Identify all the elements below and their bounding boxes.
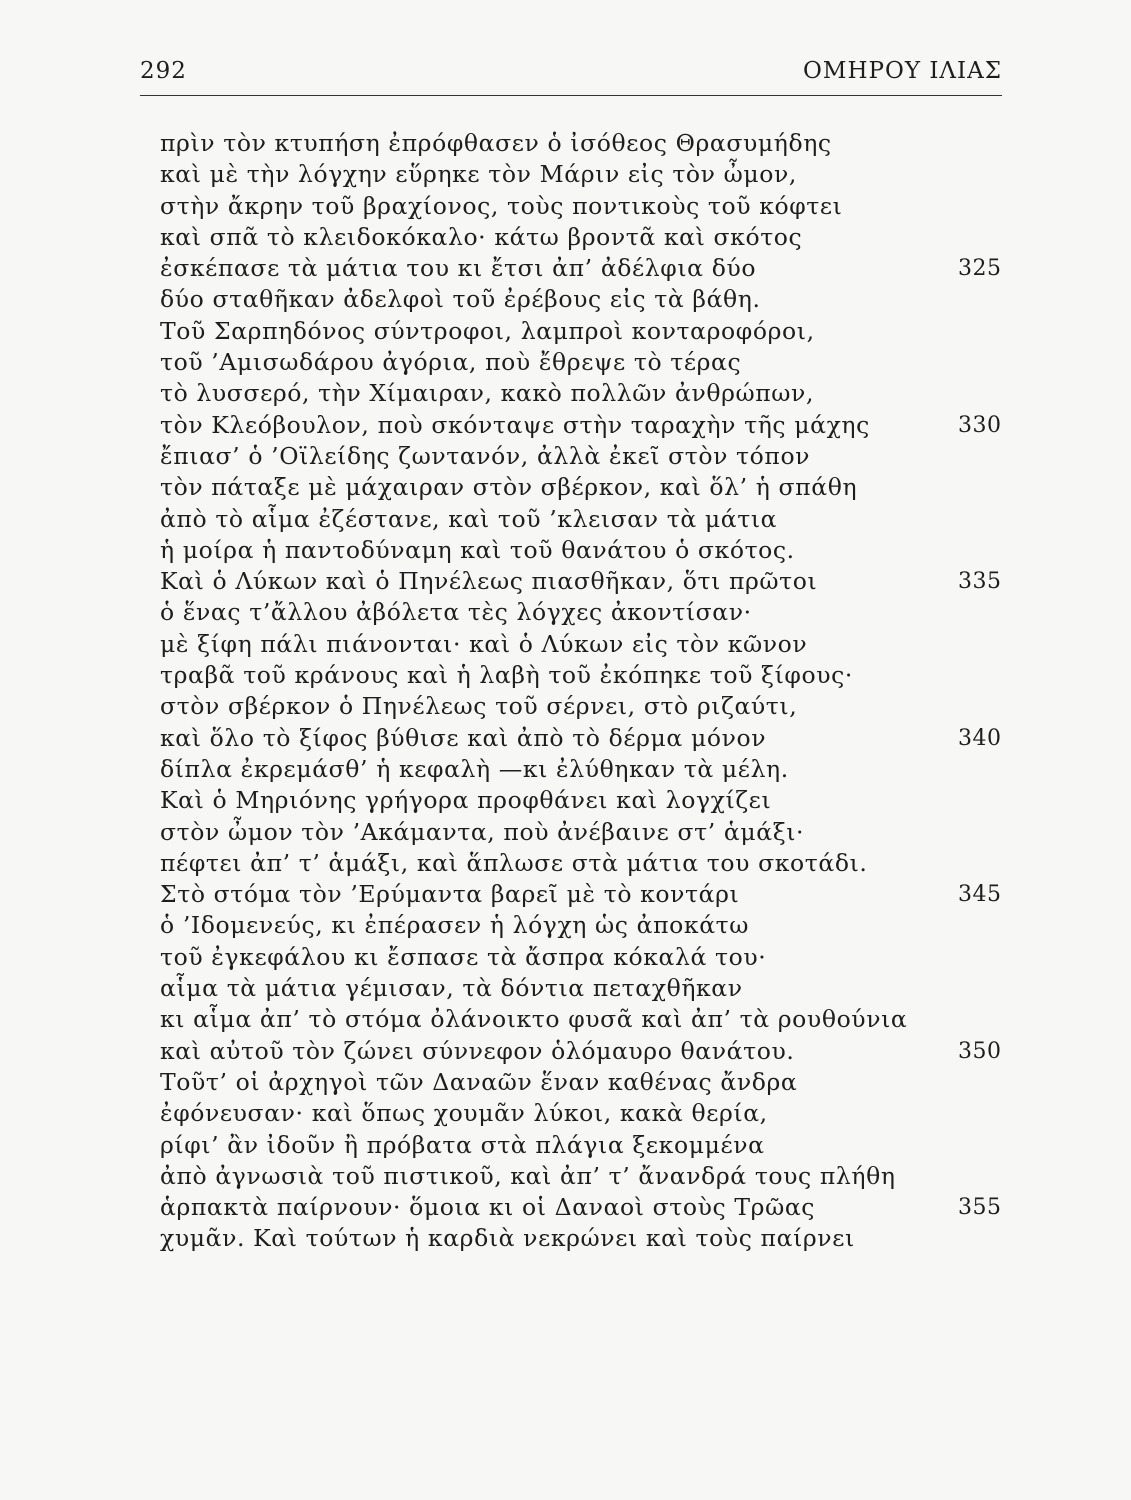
- verse-text: Στὸ στόμα τὸν ’Ερύμαντα βαρεῖ μὲ τὸ κοντάρι: [160, 880, 740, 909]
- verse-text: ἁρπακτὰ παίρνουν· ὅμοια κι οἱ Δαναοὶ στοὺς Τρῶας: [160, 1193, 816, 1222]
- verse-text: καὶ ὅλο τὸ ξίφος βύθισε καὶ ἀπὸ τὸ δέρμα μόνον: [160, 723, 767, 752]
- verse-line: [160, 879, 1020, 910]
- verse-line: [160, 1223, 1020, 1254]
- verse-line: [160, 378, 1020, 409]
- verse-line: [160, 191, 1020, 222]
- verse-text: ἡ μοίρα ἡ παντοδύναμη καὶ τοῦ θανάτου ὁ σκότος.: [160, 535, 795, 564]
- verse-line: [160, 848, 1020, 879]
- verse-line: [160, 942, 1020, 973]
- verse-text: Καὶ ὁ Λύκων καὶ ὁ Πηνέλεως πιασθῆκαν, ὅτι πρῶτοι: [160, 567, 818, 596]
- verse-line: [160, 410, 1020, 441]
- verse-text: καὶ αὐτοῦ τὸν ζώνει σύννεφον ὁλόμαυρο θανάτου.: [160, 1036, 795, 1065]
- verse-text: τραβᾶ τοῦ κράνους καὶ ἡ λαβὴ τοῦ ἐκόπηκε τοῦ ξίφους·: [160, 661, 853, 690]
- verse-text: δύο σταθῆκαν ἀδελφοὶ τοῦ ἐρέβους εἰς τὰ βάθη.: [160, 285, 761, 314]
- header-rule: [140, 95, 1002, 96]
- verse-line: [160, 910, 1020, 941]
- verse-text: ἀπὸ τὸ αἷμα ἐζέστανε, καὶ τοῦ ’κλεισαν τὰ μάτια: [160, 504, 778, 533]
- verse-line: [160, 1192, 1020, 1223]
- verse-line: [160, 504, 1020, 535]
- verse-line: [160, 222, 1020, 253]
- verse-line: [160, 1098, 1020, 1129]
- verse-text: δίπλα ἐκρεμάσθ’ ἡ κεφαλὴ —κι ἐλύθηκαν τὰ μέλη.: [160, 754, 789, 783]
- line-number: 355: [958, 1195, 1002, 1221]
- line-number: 335: [958, 569, 1002, 595]
- verse-text: στὸν σβέρκον ὁ Πηνέλεως τοῦ σέρνει, στὸ ριζαύτι,: [160, 692, 798, 721]
- verse-text: τὸν Κλεόβουλον, ποὺ σκόνταψε στὴν ταραχὴν τῆς μάχης: [160, 410, 870, 439]
- verse-line: [160, 1004, 1020, 1035]
- verse-line: [160, 691, 1020, 722]
- verse-line: [160, 597, 1020, 628]
- verse-text: χυμᾶν. Καὶ τούτων ἡ καρδιὰ νεκρώνει καὶ τοὺς παίρνει: [160, 1224, 855, 1253]
- line-number: 345: [958, 882, 1002, 908]
- verse-line: [160, 785, 1020, 816]
- verse-text: τοῦ ’Αμισωδάρου ἀγόρια, ποὺ ἔθρεψε τὸ τέρας: [160, 348, 742, 377]
- line-number: 340: [958, 725, 1002, 751]
- verse-line: [160, 1067, 1020, 1098]
- verse-line: [160, 253, 1020, 284]
- page-header: [140, 58, 1002, 94]
- verse-text: ἐφόνευσαν· καὶ ὅπως χουμᾶν λύκοι, κακὰ θερία,: [160, 1099, 768, 1128]
- verse-text: καὶ σπᾶ τὸ κλειδοκόκαλο· κάτω βροντᾶ καὶ σκότος: [160, 222, 803, 251]
- verse-text: ἔπιασ’ ὁ ’Οϊλείδης ζωντανόν, ἀλλὰ ἐκεῖ στὸν τόπον: [160, 441, 811, 470]
- verse-text: ρίφι’ ἂν ἰδοῦν ἢ πρόβατα στὰ πλάγια ξεκομμένα: [160, 1130, 765, 1159]
- verse-text: καὶ μὲ τὴν λόγχην εὕρηκε τὸν Μάριν εἰς τὸν ὦμον,: [160, 160, 797, 189]
- verse-line: [160, 441, 1020, 472]
- verse-text: Τοῦ Σαρπηδόνος σύντροφοι, λαμπροὶ κονταροφόροι,: [160, 316, 815, 345]
- verse-list: [160, 128, 1020, 1255]
- running-title: ΟΜΗΡΟΥ ΙΛΙΑΣ: [803, 58, 1002, 84]
- verse-text: ἀπὸ ἀγνωσιὰ τοῦ πιστικοῦ, καὶ ἀπ’ τ’ ἄνανδρά τους πλήθη: [160, 1161, 896, 1190]
- verse-line: [160, 128, 1020, 159]
- verse-line: [160, 566, 1020, 597]
- verse-line: [160, 817, 1020, 848]
- verse-line: [160, 535, 1020, 566]
- verse-text: κι αἷμα ἀπ’ τὸ στόμα ὀλάνοικτο φυσᾶ καὶ ἀπ’ τὰ ρουθούνια: [160, 1005, 908, 1034]
- line-number: 350: [958, 1038, 1002, 1064]
- verse-text: ὁ ’Ιδομενεύς, κι ἐπέρασεν ἡ λόγχη ὡς ἀποκάτω: [160, 911, 750, 940]
- verse-text: Τοῦτ’ οἱ ἀρχηγοὶ τῶν Δαναῶν ἕναν καθένας ἄνδρα: [160, 1067, 798, 1096]
- verse-text: στὸν ὦμον τὸν ’Ακάμαντα, ποὺ ἀνέβαινε στ’ ἁμάξι·: [160, 817, 805, 846]
- verse-line: [160, 472, 1020, 503]
- verse-line: [160, 316, 1020, 347]
- verse-line: [160, 754, 1020, 785]
- verse-line: [160, 660, 1020, 691]
- verse-line: [160, 1161, 1020, 1192]
- verse-line: [160, 1130, 1020, 1161]
- line-number: 325: [958, 256, 1002, 282]
- verse-text: αἷμα τὰ μάτια γέμισαν, τὰ δόντια πεταχθῆκαν: [160, 974, 743, 1003]
- verse-line: [160, 284, 1020, 315]
- page-number: 292: [140, 58, 187, 84]
- verse-text: ἐσκέπασε τὰ μάτια του κι ἔτσι ἀπ’ ἀδέλφια δύο: [160, 254, 757, 283]
- verse-text: πρὶν τὸν κτυπήση ἐπρόφθασεν ὁ ἰσόθεος Θρασυμήδης: [160, 129, 832, 157]
- verse-line: [160, 1036, 1020, 1067]
- verse-text: πέφτει ἀπ’ τ’ ἁμάξι, καὶ ἅπλωσε στὰ μάτια του σκοτάδι.: [160, 848, 868, 877]
- verse-line: [160, 723, 1020, 754]
- verse-line: [160, 973, 1020, 1004]
- verse-line: [160, 347, 1020, 378]
- verse-text: μὲ ξίφη πάλι πιάνονται· καὶ ὁ Λύκων εἰς τὸν κῶνον: [160, 629, 808, 658]
- verse-text: τοῦ ἐγκεφάλου κι ἔσπασε τὰ ἄσπρα κόκαλά του·: [160, 942, 767, 971]
- verse-line: [160, 159, 1020, 190]
- verse-line: [160, 629, 1020, 660]
- verse-text: στὴν ἄκρην τοῦ βραχίονος, τοὺς ποντικοὺς τοῦ κόφτει: [160, 191, 843, 220]
- verse-text: Καὶ ὁ Μηριόνης γρήγορα προφθάνει καὶ λογχίζει: [160, 786, 772, 815]
- verse-text: τὸ λυσσερό, τὴν Χίμαιραν, κακὸ πολλῶν ἀνθρώπων,: [160, 379, 815, 408]
- verse-text: τὸν πάταξε μὲ μάχαιραν στὸν σβέρκον, καὶ ὅλ’ ἡ σπάθη: [160, 473, 858, 502]
- verse-text: ὁ ἕνας τ’ἄλλου ἀβόλετα τὲς λόγχες ἀκοντίσαν·: [160, 598, 752, 627]
- line-number: 330: [958, 412, 1002, 438]
